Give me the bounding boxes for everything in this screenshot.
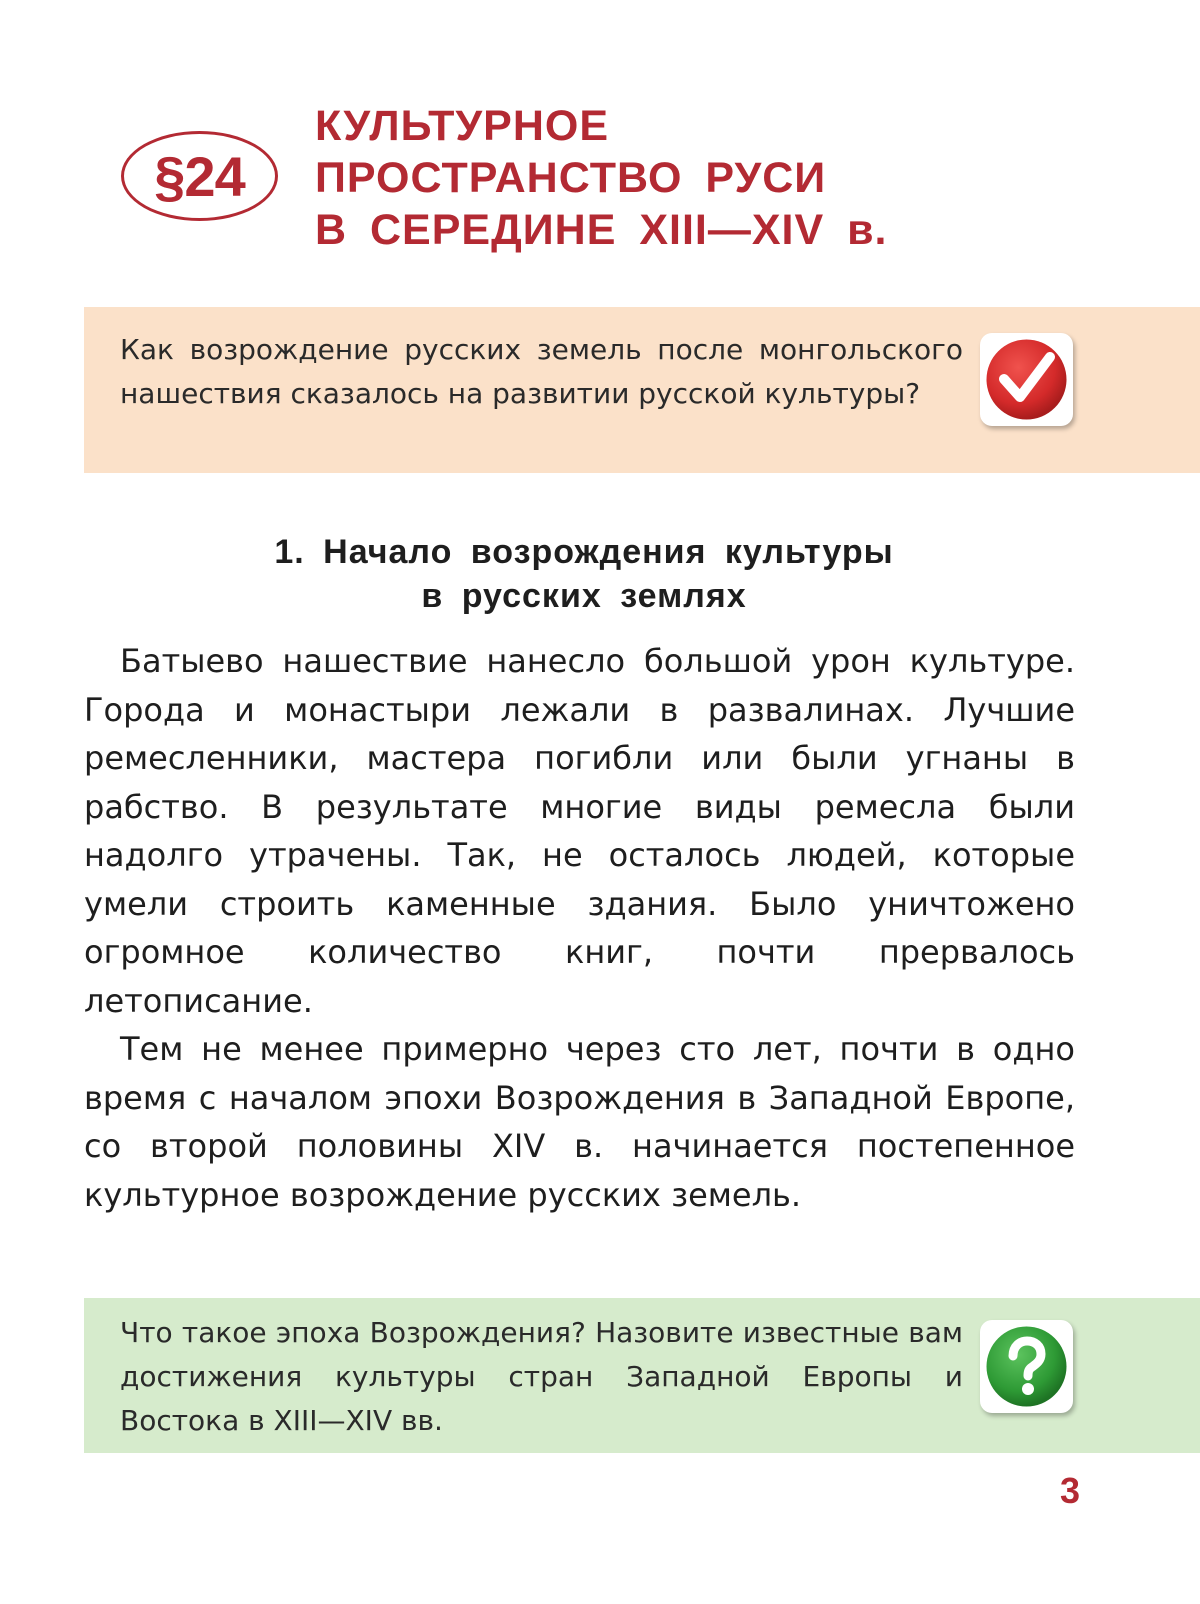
chapter-title-line: КУЛЬТУРНОЕ [315,102,610,150]
chapter-title-line: В СЕРЕДИНЕ XIII—XIV в. [315,206,888,254]
chapter-title-line: ПРОСТРАНСТВО РУСИ [315,154,827,202]
question-text: Как возрождение русских земель после монгольского нашествия сказалось на развитии русской культуры? [120,333,963,410]
section-number: §24 [154,144,245,208]
paragraph: Батыево нашествие нанесло большой урон культуре. Города и монастыри лежали в развалинах. Лучшие ремесленники, мастера погибли или были угнаны в рабство. В результате многие виды ремесла были надолго утрачены. Так, не осталось людей, которые умели строить каменные здания. Было уничтожено огромное количество книг, почти прервалось летописание. [84,642,1075,1020]
question-box [84,307,1200,473]
section-badge [121,131,278,221]
subsection-heading-line: 1. Начало возрождения культуры [274,533,894,571]
task-box [84,1298,1200,1453]
chapter-title [315,100,955,256]
paragraph: Тем не менее примерно через сто лет, почти в одно время с началом эпохи Возрождения в Западной Европе, со второй половины XIV в. начинается постепенное культурное возрождение русских земель. [84,1030,1075,1214]
checkmark-icon [980,333,1073,426]
subsection-heading-line: в русских землях [421,577,747,615]
body-text [84,637,1075,1219]
question-mark-icon [980,1320,1073,1413]
page-number: 3 [1059,1470,1080,1511]
subsection-heading [84,530,1084,618]
task-text: Что такое эпоха Возрождения? Назовите известные вам достижения культуры стран Западной Европы и Востока в XIII—XIV вв. [120,1316,963,1437]
